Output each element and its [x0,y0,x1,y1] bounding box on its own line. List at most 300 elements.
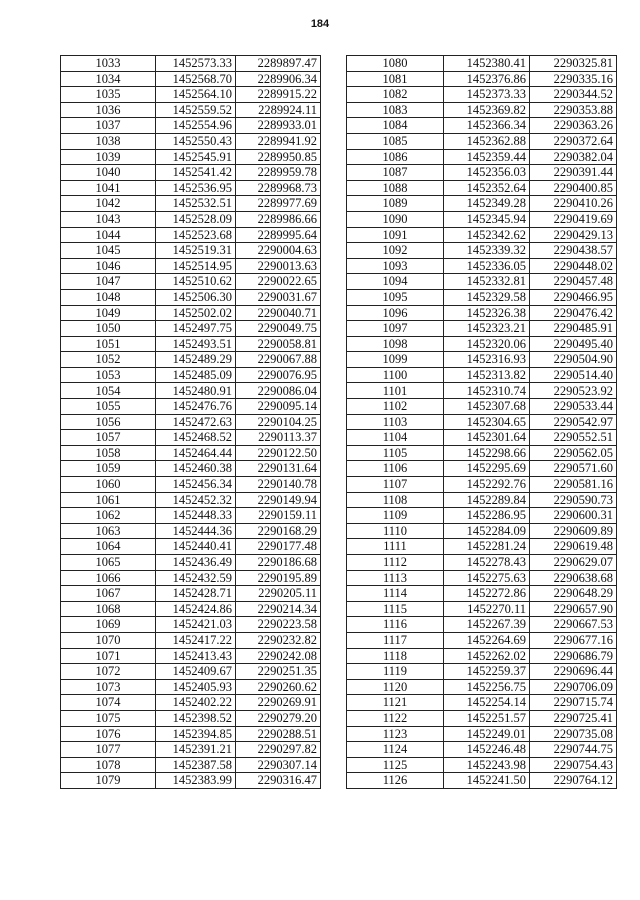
table-row [347,757,617,773]
point-id-cell: 1035 [61,87,156,103]
table-row [61,632,321,648]
x-coordinate-cell: 1452476.76 [156,399,236,415]
table-row [347,274,617,290]
table-row [61,601,321,617]
point-id-cell: 1039 [61,149,156,165]
point-id-cell: 1033 [61,56,156,72]
table-row [347,555,617,571]
table-row [347,71,617,87]
table-row [347,586,617,602]
table-row [347,492,617,508]
y-coordinate-cell: 2289995.64 [236,227,321,243]
point-id-cell: 1052 [61,352,156,368]
point-id-cell: 1068 [61,601,156,617]
point-id-cell: 1059 [61,461,156,477]
point-id-cell: 1119 [347,664,444,680]
point-id-cell: 1092 [347,243,444,259]
x-coordinate-cell: 1452417.22 [156,632,236,648]
x-coordinate-cell: 1452298.66 [444,445,530,461]
x-coordinate-cell: 1452359.44 [444,149,530,165]
point-id-cell: 1071 [61,648,156,664]
coordinates-table-right-body [347,56,617,789]
point-id-cell: 1111 [347,539,444,555]
table-row [61,664,321,680]
point-id-cell: 1066 [61,570,156,586]
x-coordinate-cell: 1452550.43 [156,133,236,149]
x-coordinate-cell: 1452284.09 [444,523,530,539]
point-id-cell: 1094 [347,274,444,290]
table-row [347,726,617,742]
point-id-cell: 1108 [347,492,444,508]
x-coordinate-cell: 1452506.30 [156,289,236,305]
table-row [347,414,617,430]
point-id-cell: 1065 [61,555,156,571]
x-coordinate-cell: 1452376.86 [444,71,530,87]
x-coordinate-cell: 1452391.21 [156,742,236,758]
point-id-cell: 1103 [347,414,444,430]
y-coordinate-cell: 2290581.16 [530,477,617,493]
table-row [347,742,617,758]
y-coordinate-cell: 2289977.69 [236,196,321,212]
x-coordinate-cell: 1452436.49 [156,555,236,571]
table-row [61,430,321,446]
point-id-cell: 1080 [347,56,444,72]
y-coordinate-cell: 2289897.47 [236,56,321,72]
y-coordinate-cell: 2289924.11 [236,102,321,118]
y-coordinate-cell: 2290040.71 [236,305,321,321]
x-coordinate-cell: 1452275.63 [444,570,530,586]
x-coordinate-cell: 1452523.68 [156,227,236,243]
point-id-cell: 1047 [61,274,156,290]
x-coordinate-cell: 1452352.64 [444,180,530,196]
y-coordinate-cell: 2289915.22 [236,87,321,103]
x-coordinate-cell: 1452295.69 [444,461,530,477]
y-coordinate-cell: 2290764.12 [530,773,617,789]
table-row [61,586,321,602]
x-coordinate-cell: 1452480.91 [156,383,236,399]
table-row [61,274,321,290]
coordinates-table-left [60,55,321,789]
point-id-cell: 1113 [347,570,444,586]
x-coordinate-cell: 1452448.33 [156,508,236,524]
y-coordinate-cell: 2290696.44 [530,664,617,680]
y-coordinate-cell: 2290325.81 [530,56,617,72]
x-coordinate-cell: 1452424.86 [156,601,236,617]
y-coordinate-cell: 2289968.73 [236,180,321,196]
point-id-cell: 1090 [347,211,444,227]
x-coordinate-cell: 1452336.05 [444,258,530,274]
x-coordinate-cell: 1452568.70 [156,71,236,87]
table-row [61,710,321,726]
y-coordinate-cell: 2290438.57 [530,243,617,259]
x-coordinate-cell: 1452272.86 [444,586,530,602]
point-id-cell: 1055 [61,399,156,415]
point-id-cell: 1083 [347,102,444,118]
y-coordinate-cell: 2290571.60 [530,461,617,477]
y-coordinate-cell: 2290297.82 [236,742,321,758]
y-coordinate-cell: 2290600.31 [530,508,617,524]
point-id-cell: 1123 [347,726,444,742]
y-coordinate-cell: 2290629.07 [530,555,617,571]
table-row [347,383,617,399]
x-coordinate-cell: 1452349.28 [444,196,530,212]
table-row [61,773,321,789]
point-id-cell: 1081 [347,71,444,87]
x-coordinate-cell: 1452387.58 [156,757,236,773]
y-coordinate-cell: 2290031.67 [236,289,321,305]
y-coordinate-cell: 2290076.95 [236,367,321,383]
x-coordinate-cell: 1452373.33 [444,87,530,103]
point-id-cell: 1072 [61,664,156,680]
table-row [347,352,617,368]
x-coordinate-cell: 1452281.24 [444,539,530,555]
point-id-cell: 1069 [61,617,156,633]
table-row [61,258,321,274]
y-coordinate-cell: 2290140.78 [236,477,321,493]
y-coordinate-cell: 2289941.92 [236,133,321,149]
point-id-cell: 1109 [347,508,444,524]
table-row [347,570,617,586]
table-row [347,149,617,165]
point-id-cell: 1048 [61,289,156,305]
x-coordinate-cell: 1452468.52 [156,430,236,446]
y-coordinate-cell: 2290715.74 [530,695,617,711]
x-coordinate-cell: 1452246.48 [444,742,530,758]
table-row [61,445,321,461]
point-id-cell: 1105 [347,445,444,461]
y-coordinate-cell: 2290391.44 [530,165,617,181]
table-row [61,367,321,383]
y-coordinate-cell: 2289906.34 [236,71,321,87]
table-row [61,399,321,415]
y-coordinate-cell: 2290269.91 [236,695,321,711]
point-id-cell: 1051 [61,336,156,352]
point-id-cell: 1125 [347,757,444,773]
point-id-cell: 1077 [61,742,156,758]
point-id-cell: 1079 [61,773,156,789]
point-id-cell: 1121 [347,695,444,711]
y-coordinate-cell: 2290466.95 [530,289,617,305]
table-row [61,321,321,337]
table-row [347,773,617,789]
x-coordinate-cell: 1452369.82 [444,102,530,118]
x-coordinate-cell: 1452472.63 [156,414,236,430]
point-id-cell: 1085 [347,133,444,149]
x-coordinate-cell: 1452497.75 [156,321,236,337]
coordinates-table-left-body [61,56,321,789]
table-row [61,305,321,321]
y-coordinate-cell: 2290214.34 [236,601,321,617]
y-coordinate-cell: 2290609.89 [530,523,617,539]
point-id-cell: 1098 [347,336,444,352]
table-row [347,211,617,227]
y-coordinate-cell: 2290086.04 [236,383,321,399]
table-row [61,289,321,305]
x-coordinate-cell: 1452339.32 [444,243,530,259]
point-id-cell: 1045 [61,243,156,259]
x-coordinate-cell: 1452249.01 [444,726,530,742]
point-id-cell: 1076 [61,726,156,742]
y-coordinate-cell: 2290686.79 [530,648,617,664]
y-coordinate-cell: 2290677.16 [530,632,617,648]
point-id-cell: 1084 [347,118,444,134]
point-id-cell: 1082 [347,87,444,103]
table-row [347,305,617,321]
y-coordinate-cell: 2290523.92 [530,383,617,399]
point-id-cell: 1062 [61,508,156,524]
point-id-cell: 1100 [347,367,444,383]
point-id-cell: 1038 [61,133,156,149]
point-id-cell: 1064 [61,539,156,555]
x-coordinate-cell: 1452345.94 [444,211,530,227]
point-id-cell: 1117 [347,632,444,648]
table-row [61,461,321,477]
x-coordinate-cell: 1452409.67 [156,664,236,680]
table-row [347,196,617,212]
x-coordinate-cell: 1452405.93 [156,679,236,695]
y-coordinate-cell: 2290485.91 [530,321,617,337]
point-id-cell: 1101 [347,383,444,399]
y-coordinate-cell: 2290657.90 [530,601,617,617]
table-row [61,133,321,149]
table-row [347,508,617,524]
point-id-cell: 1122 [347,710,444,726]
y-coordinate-cell: 2290058.81 [236,336,321,352]
table-row [347,632,617,648]
y-coordinate-cell: 2290113.37 [236,430,321,446]
point-id-cell: 1126 [347,773,444,789]
point-id-cell: 1115 [347,601,444,617]
table-row [61,336,321,352]
page-number: 184 [310,18,330,30]
y-coordinate-cell: 2290725.41 [530,710,617,726]
point-id-cell: 1097 [347,321,444,337]
table-row [347,180,617,196]
point-id-cell: 1049 [61,305,156,321]
y-coordinate-cell: 2290004.63 [236,243,321,259]
y-coordinate-cell: 2290495.40 [530,336,617,352]
point-id-cell: 1042 [61,196,156,212]
point-id-cell: 1110 [347,523,444,539]
y-coordinate-cell: 2290022.65 [236,274,321,290]
table-row [347,289,617,305]
point-id-cell: 1095 [347,289,444,305]
y-coordinate-cell: 2290205.11 [236,586,321,602]
x-coordinate-cell: 1452320.06 [444,336,530,352]
y-coordinate-cell: 2290590.73 [530,492,617,508]
table-row [347,679,617,695]
table-row [61,492,321,508]
y-coordinate-cell: 2290177.48 [236,539,321,555]
point-id-cell: 1063 [61,523,156,539]
x-coordinate-cell: 1452452.32 [156,492,236,508]
table-row [61,180,321,196]
point-id-cell: 1091 [347,227,444,243]
point-id-cell: 1086 [347,149,444,165]
table-row [61,102,321,118]
x-coordinate-cell: 1452440.41 [156,539,236,555]
table-row [347,523,617,539]
point-id-cell: 1116 [347,617,444,633]
table-row [61,570,321,586]
y-coordinate-cell: 2290288.51 [236,726,321,742]
point-id-cell: 1037 [61,118,156,134]
table-row [347,336,617,352]
y-coordinate-cell: 2290419.69 [530,211,617,227]
x-coordinate-cell: 1452254.14 [444,695,530,711]
y-coordinate-cell: 2290410.26 [530,196,617,212]
point-id-cell: 1043 [61,211,156,227]
point-id-cell: 1073 [61,679,156,695]
x-coordinate-cell: 1452342.62 [444,227,530,243]
point-id-cell: 1061 [61,492,156,508]
table-row [61,742,321,758]
x-coordinate-cell: 1452559.52 [156,102,236,118]
x-coordinate-cell: 1452460.38 [156,461,236,477]
table-row [61,726,321,742]
point-id-cell: 1050 [61,321,156,337]
x-coordinate-cell: 1452356.03 [444,165,530,181]
x-coordinate-cell: 1452259.37 [444,664,530,680]
x-coordinate-cell: 1452514.95 [156,258,236,274]
x-coordinate-cell: 1452564.10 [156,87,236,103]
table-row [61,56,321,72]
table-row [61,118,321,134]
table-row [347,118,617,134]
y-coordinate-cell: 2290316.47 [236,773,321,789]
y-coordinate-cell: 2290382.04 [530,149,617,165]
point-id-cell: 1034 [61,71,156,87]
y-coordinate-cell: 2290706.09 [530,679,617,695]
x-coordinate-cell: 1452264.69 [444,632,530,648]
point-id-cell: 1104 [347,430,444,446]
y-coordinate-cell: 2290400.85 [530,180,617,196]
table-row [61,523,321,539]
y-coordinate-cell: 2290168.29 [236,523,321,539]
x-coordinate-cell: 1452307.68 [444,399,530,415]
point-id-cell: 1060 [61,477,156,493]
y-coordinate-cell: 2290504.90 [530,352,617,368]
table-row [61,71,321,87]
y-coordinate-cell: 2290514.40 [530,367,617,383]
table-row [347,477,617,493]
table-row [347,56,617,72]
table-row [61,757,321,773]
point-id-cell: 1112 [347,555,444,571]
table-row [61,243,321,259]
point-id-cell: 1106 [347,461,444,477]
y-coordinate-cell: 2290457.48 [530,274,617,290]
y-coordinate-cell: 2290067.88 [236,352,321,368]
x-coordinate-cell: 1452394.85 [156,726,236,742]
y-coordinate-cell: 2290344.52 [530,87,617,103]
point-id-cell: 1124 [347,742,444,758]
x-coordinate-cell: 1452278.43 [444,555,530,571]
table-row [347,648,617,664]
table-row [61,196,321,212]
point-id-cell: 1099 [347,352,444,368]
table-row [347,399,617,415]
table-row [347,695,617,711]
table-row [347,445,617,461]
point-id-cell: 1056 [61,414,156,430]
table-row [61,352,321,368]
point-id-cell: 1102 [347,399,444,415]
y-coordinate-cell: 2290476.42 [530,305,617,321]
x-coordinate-cell: 1452251.57 [444,710,530,726]
x-coordinate-cell: 1452541.42 [156,165,236,181]
y-coordinate-cell: 2290744.75 [530,742,617,758]
x-coordinate-cell: 1452554.96 [156,118,236,134]
y-coordinate-cell: 2290372.64 [530,133,617,149]
table-row [61,477,321,493]
table-row [61,695,321,711]
x-coordinate-cell: 1452444.36 [156,523,236,539]
y-coordinate-cell: 2290232.82 [236,632,321,648]
y-coordinate-cell: 2290552.51 [530,430,617,446]
y-coordinate-cell: 2290013.63 [236,258,321,274]
table-row [61,508,321,524]
point-id-cell: 1096 [347,305,444,321]
table-row [61,211,321,227]
y-coordinate-cell: 2290260.62 [236,679,321,695]
x-coordinate-cell: 1452456.34 [156,477,236,493]
x-coordinate-cell: 1452301.64 [444,430,530,446]
point-id-cell: 1093 [347,258,444,274]
y-coordinate-cell: 2289950.85 [236,149,321,165]
table-row [347,367,617,383]
point-id-cell: 1088 [347,180,444,196]
point-id-cell: 1041 [61,180,156,196]
point-id-cell: 1089 [347,196,444,212]
table-row [347,243,617,259]
x-coordinate-cell: 1452421.03 [156,617,236,633]
table-row [347,461,617,477]
x-coordinate-cell: 1452545.91 [156,149,236,165]
x-coordinate-cell: 1452329.58 [444,289,530,305]
y-coordinate-cell: 2289933.01 [236,118,321,134]
point-id-cell: 1054 [61,383,156,399]
table-row [61,149,321,165]
x-coordinate-cell: 1452493.51 [156,336,236,352]
y-coordinate-cell: 2290754.43 [530,757,617,773]
y-coordinate-cell: 2290429.13 [530,227,617,243]
point-id-cell: 1044 [61,227,156,243]
x-coordinate-cell: 1452528.09 [156,211,236,227]
y-coordinate-cell: 2290542.97 [530,414,617,430]
y-coordinate-cell: 2290562.05 [530,445,617,461]
x-coordinate-cell: 1452289.84 [444,492,530,508]
table-row [347,102,617,118]
x-coordinate-cell: 1452519.31 [156,243,236,259]
table-row [61,414,321,430]
x-coordinate-cell: 1452241.50 [444,773,530,789]
table-row [347,430,617,446]
point-id-cell: 1087 [347,165,444,181]
y-coordinate-cell: 2290122.50 [236,445,321,461]
table-row [347,227,617,243]
y-coordinate-cell: 2290049.75 [236,321,321,337]
y-coordinate-cell: 2289986.66 [236,211,321,227]
coordinates-table-right [346,55,617,789]
x-coordinate-cell: 1452510.62 [156,274,236,290]
x-coordinate-cell: 1452362.88 [444,133,530,149]
y-coordinate-cell: 2290279.20 [236,710,321,726]
table-row [347,133,617,149]
x-coordinate-cell: 1452304.65 [444,414,530,430]
x-coordinate-cell: 1452464.44 [156,445,236,461]
table-row [347,258,617,274]
